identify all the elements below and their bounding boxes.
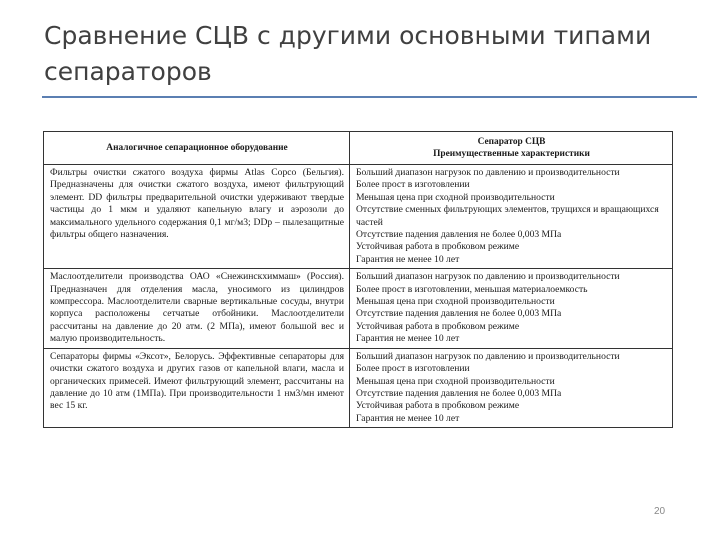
advantage-line: Гарантия не менее 10 лет (356, 412, 460, 424)
advantage-line: Более прост в изготовлении (356, 363, 470, 375)
advantage-line: Меньшая цена при сходной производительности (356, 191, 555, 203)
advantage-line: Больший диапазон нагрузок по давлению и производительности (356, 167, 620, 178)
slide-title: Сравнение СЦВ с другими основными типами сепараторов (44, 21, 652, 86)
advantage-line: Устойчивая работа в пробковом режиме (356, 400, 520, 412)
advantage-line: Больший диапазон нагрузок по давлению и производительности (356, 271, 620, 283)
header-scv-subtitle: Преимущественные характеристики (433, 149, 590, 159)
advantage-line: Более прост в изготовлении, меньшая материалоемкость (356, 283, 588, 295)
page-number: 20 (654, 506, 666, 517)
advantage-line: Больший диапазон нагрузок по давлению и производительности (356, 350, 620, 362)
header-analogous-equipment: Аналогичное сепарационное оборудование (44, 132, 350, 165)
row-3-equipment: Сепараторы фирмы «Эксот», Белорусь. Эффективные сепараторы для очистки сжатого воздуха и других газов от капельной влаги, масла и органических примесей. Имеют фильтрующий элемент, рассчитаны на давление до 10 атм (1МПа). При производительности 1 нм3/мн имеют вес 15 кг. (44, 348, 350, 427)
table-row (44, 348, 673, 427)
table-header-row (44, 132, 673, 165)
title-underline (42, 96, 697, 98)
row-1-advantages (350, 165, 673, 269)
advantage-line: Меньшая цена при сходной производительности (356, 375, 555, 387)
advantage-line: Отсутствие падения давления не более 0,003 МПа (356, 387, 562, 399)
advantage-line: Более прост в изготовлении (356, 179, 470, 191)
header-scv-separator (350, 132, 673, 165)
advantage-line: Меньшая цена при сходной производительности (356, 296, 555, 308)
row-3-advantages (350, 348, 673, 427)
advantage-line: Устойчивая работа в пробковом режиме (356, 241, 520, 253)
row-2-equipment: Маслоотделители производства ОАО «Снежинскхиммаш» (Россия). Предназначен для отделения масла, уносимого из цилиндров компрессора. Маслоотделители сварные вертикальные сосуды, внутри корпуса расположены сетчатые отбойники. Маслоотделители рассчитаны на давление до 20 атм. (2 МПа), имеют большой вес и малую производительность. (44, 269, 350, 348)
row-1-equipment: Фильтры очистки сжатого воздуха фирмы Atlas Copco (Бельгия). Предназначены для очистки сжатого воздуха, имеют фильтрующий элемент. DD фильтры предварительной очистки удерживают твердые частицы до 1 мкм и удаляют капельную влагу и аэрозоли до максимального удельного содержания 0,1 мг/м3; DDp – пылезащитные фильтры общего назначения. (44, 165, 350, 269)
advantage-line: Отсутствие падения давления не более 0,003 МПа (356, 229, 562, 241)
advantage-line: Отсутствие падения давления не более 0,003 МПа (356, 308, 562, 320)
row-2-advantages (350, 269, 673, 348)
comparison-table (43, 131, 673, 428)
advantage-line: Гарантия не менее 10 лет (356, 333, 460, 345)
header-scv-title: Сепаратор СЦВ (477, 136, 546, 147)
table-row (44, 165, 673, 269)
table-row (44, 269, 673, 348)
advantage-line: Устойчивая работа в пробковом режиме (356, 320, 520, 332)
advantage-line: Отсутствие сменных фильтрующих элементов, трущихся и вращающихся частей (356, 204, 659, 228)
advantage-line: Гарантия не менее 10 лет (356, 253, 460, 265)
